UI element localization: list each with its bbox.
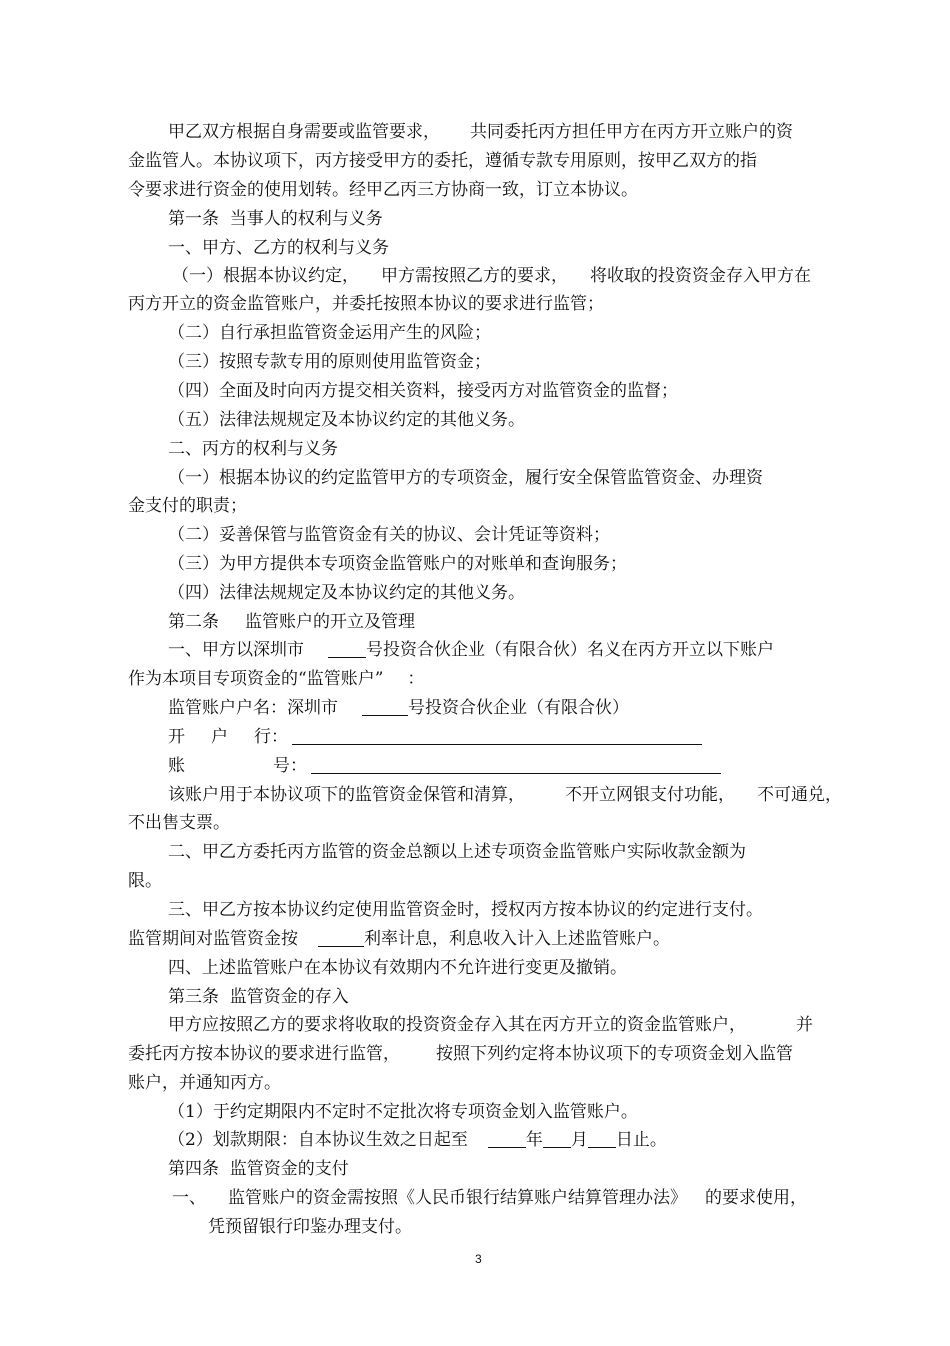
text-line — [168, 958, 627, 978]
text-line — [128, 871, 162, 891]
text-line — [168, 323, 491, 343]
text-line — [168, 1159, 349, 1179]
text-segment: （1）于约定期限内不定时不定批次将专项资金划入监管账户。 — [168, 1102, 638, 1122]
text-line — [168, 698, 629, 718]
text-segment: 甲方应按照乙方的要求将收取的投资资金存入其在丙方开立的资金监管账户， — [168, 1015, 746, 1035]
text-line — [128, 496, 247, 516]
text-segment: 一、 — [172, 1188, 206, 1208]
text-line — [168, 1130, 667, 1150]
text-line — [128, 151, 757, 171]
text-segment: （四）全面及时向丙方提交相关资料，接受丙方对监管资金的监督； — [168, 381, 678, 401]
fill-in-blank — [311, 757, 721, 774]
text-segment: 不出售支票。 — [128, 813, 230, 833]
text-line — [168, 785, 842, 805]
text-segment: 账户，并通知丙方。 — [128, 1073, 281, 1093]
text-segment: （一）根据本协议约定， — [172, 266, 359, 286]
text-segment: 月 — [570, 1130, 588, 1150]
text-line — [168, 381, 678, 401]
text-segment: （三）为甲方提供本专项资金监管账户的对账单和查询服务； — [168, 554, 627, 574]
text-segment: 年 — [525, 1130, 543, 1150]
text-segment: 甲方需按照乙方的要求， — [381, 266, 568, 286]
text-segment: 委托丙方按本协议的要求进行监管， — [128, 1044, 400, 1064]
text-segment: （四）法律法规规定及本协议约定的其他义务。 — [168, 583, 525, 603]
text-segment: 不开立网银支付功能， — [565, 785, 735, 805]
text-segment: 账 — [168, 756, 185, 776]
fill-in-blank — [488, 1131, 526, 1148]
text-segment: 限。 — [128, 871, 162, 891]
text-line — [168, 238, 389, 258]
text-segment: 号： — [273, 756, 307, 776]
text-line — [172, 266, 811, 286]
text-line — [168, 410, 525, 430]
text-segment: 行： — [254, 727, 288, 747]
text-segment: 三、甲乙方按本协议约定使用监管资金时，授权丙方按本协议的约定进行支付。 — [168, 900, 763, 920]
text-line — [168, 987, 349, 1007]
text-segment: 四、上述监管账户在本协议有效期内不允许进行变更及撤销。 — [168, 958, 627, 978]
text-segment: 开 — [168, 727, 185, 747]
text-segment: 一、甲方以深圳市 — [168, 640, 304, 660]
text-line — [168, 756, 721, 776]
text-line — [168, 842, 746, 862]
text-line — [168, 352, 491, 372]
text-segment: 日止。 — [615, 1130, 667, 1150]
text-segment: 第四条 监管资金的支付 — [168, 1159, 349, 1179]
text-segment: 按照下列约定将本协议项下的专项资金划入监管 — [436, 1044, 793, 1064]
text-segment: 号投资合伙企业（有限合伙） — [408, 698, 629, 718]
text-segment: ： — [407, 669, 425, 689]
text-line — [168, 122, 793, 142]
text-segment: 监管账户的资金需按照《人民币银行结算账户结算管理办法》 — [228, 1188, 687, 1208]
fill-in-blank — [543, 1131, 571, 1148]
text-segment: 该账户用于本协议项下的监管资金保管和清算， — [168, 785, 525, 805]
text-segment: 监管账户户名：深圳市 — [168, 698, 338, 718]
text-segment: 二、甲乙方委托丙方监管的资金总额以上述专项资金监管账户实际收款金额为 — [168, 842, 746, 862]
text-segment: 利率计息，利息收入计入上述监管账户。 — [364, 929, 670, 949]
text-line — [168, 1015, 813, 1035]
text-segment: 第二条 — [168, 612, 219, 632]
text-line — [168, 439, 338, 459]
text-line — [168, 583, 525, 603]
text-segment: 号投资合伙企业（有限合伙）名义在丙方开立以下账户 — [366, 640, 774, 660]
text-segment: （二）自行承担监管资金运用产生的风险； — [168, 323, 491, 343]
text-segment: 第一条 当事人的权利与义务 — [168, 209, 383, 229]
text-line — [128, 294, 604, 314]
text-segment: 将收取的投资资金存入甲方在 — [590, 266, 811, 286]
text-line — [208, 1217, 412, 1237]
text-line — [168, 612, 415, 632]
text-segment: 监管期间对监管资金按 — [128, 929, 298, 949]
text-segment: 金监管人。本协议项下，丙方接受甲方的委托，遵循专款专用原则，按甲乙双方的指 — [128, 151, 757, 171]
text-segment: 共同委托丙方担任甲方在丙方开立账户的资 — [470, 122, 793, 142]
text-segment: （2）划款期限：自本协议生效之日起至 — [168, 1130, 468, 1150]
text-line — [168, 727, 702, 747]
text-line — [168, 554, 627, 574]
text-segment: 户 — [211, 727, 228, 747]
text-segment: 一、甲方、乙方的权利与义务 — [168, 238, 389, 258]
text-segment: （二）妥善保管与监管资金有关的协议、会计凭证等资料； — [168, 525, 610, 545]
page-number: 3 — [475, 1252, 482, 1266]
text-line — [128, 929, 670, 949]
text-segment: 丙方开立的资金监管账户，并委托按照本协议的要求进行监管； — [128, 294, 604, 314]
text-segment: （一）根据本协议的约定监管甲方的专项资金，履行安全保管监管资金、办理资 — [168, 468, 763, 488]
fill-in-blank — [292, 728, 702, 745]
text-line — [128, 1044, 793, 1064]
text-line — [168, 640, 774, 660]
text-segment: 甲乙双方根据自身需要或监管要求， — [168, 122, 440, 142]
text-line — [168, 900, 763, 920]
text-segment: 监管账户的开立及管理 — [245, 612, 415, 632]
text-segment: （三）按照专款专用的原则使用监管资金； — [168, 352, 491, 372]
text-segment: 作为本项目专项资金的“监管账户” — [128, 669, 384, 689]
text-line — [172, 1188, 807, 1208]
text-segment: 并 — [796, 1015, 813, 1035]
text-segment: （五）法律法规规定及本协议约定的其他义务。 — [168, 410, 525, 430]
fill-in-blank — [318, 930, 364, 947]
text-line — [168, 1102, 638, 1122]
text-segment: 令要求进行资金的使用划转。经甲乙丙三方协商一致，订立本协议。 — [128, 180, 638, 200]
text-line — [128, 180, 638, 200]
fill-in-blank — [362, 699, 408, 716]
text-segment: 不可通兑， — [757, 785, 842, 805]
text-line — [128, 813, 230, 833]
text-line — [168, 525, 610, 545]
text-segment: 的要求使用， — [705, 1188, 807, 1208]
fill-in-blank — [588, 1131, 616, 1148]
text-segment: 二、丙方的权利与义务 — [168, 439, 338, 459]
text-line — [128, 669, 424, 689]
text-segment: 凭预留银行印鉴办理支付。 — [208, 1217, 412, 1237]
text-line — [128, 1073, 281, 1093]
text-line — [168, 468, 763, 488]
text-segment: 第三条 监管资金的存入 — [168, 987, 349, 1007]
text-segment: 金支付的职责； — [128, 496, 247, 516]
fill-in-blank — [328, 641, 366, 658]
text-line — [168, 209, 383, 229]
